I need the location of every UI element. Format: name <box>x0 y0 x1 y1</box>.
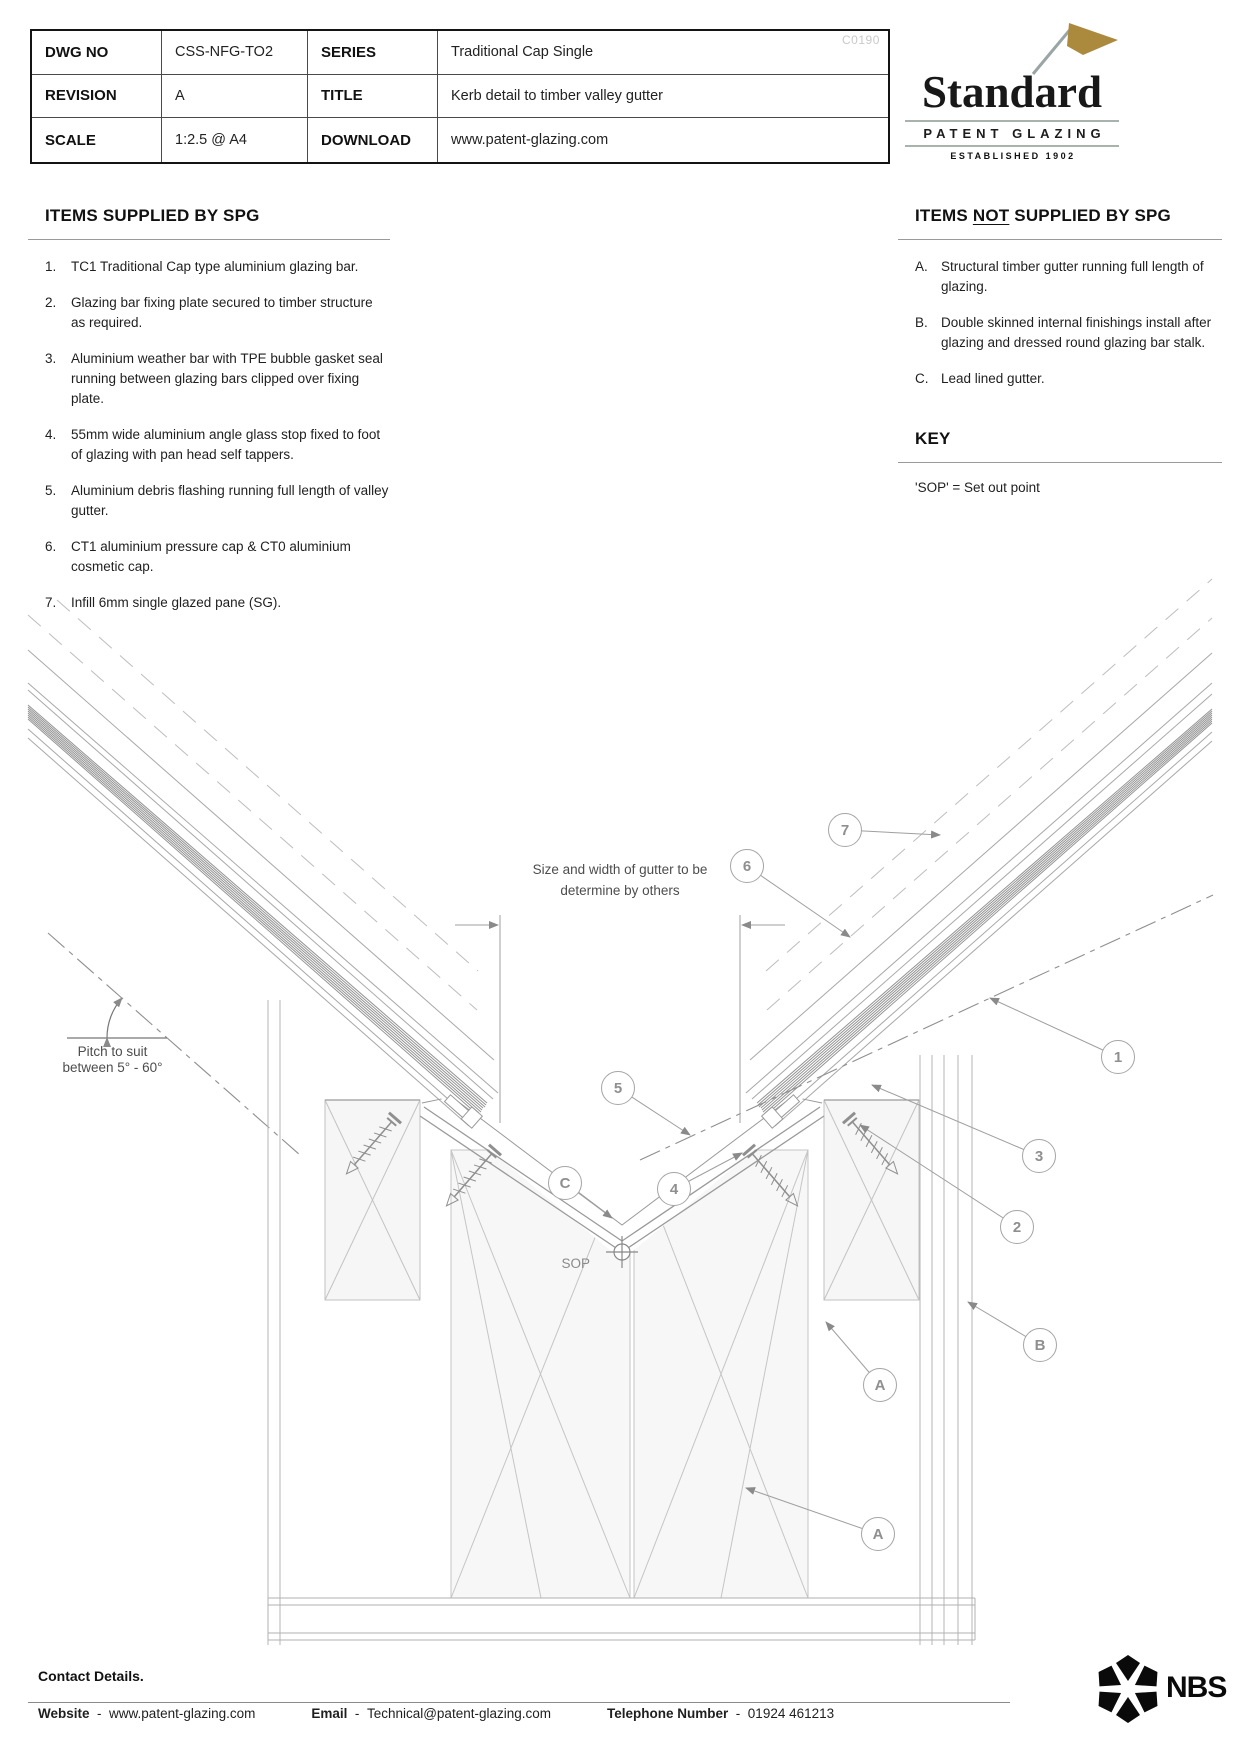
scale-value: 1:2.5 @ A4 <box>162 118 308 162</box>
logo-subtitle: PATENT GLAZING <box>923 126 1106 141</box>
download-url[interactable]: www.patent-glazing.com <box>451 132 609 149</box>
title-value: Kerb detail to timber valley gutter <box>438 75 888 119</box>
callout-bubble-4: 4 <box>657 1172 691 1206</box>
flag-icon <box>1021 20 1121 76</box>
list-item: 4. 55mm wide aluminium angle glass stop fixed to foot of glazing with pan head self tappers. <box>45 427 381 462</box>
phone-group: Telephone Number - 01924 461213 <box>607 1706 835 1721</box>
series-value: Traditional Cap Single <box>438 31 888 75</box>
list-item: 3. Aluminium weather bar with TPE bubble gasket seal running between glazing bars clipped over fixing plate. <box>45 351 383 406</box>
list-item: 1. TC1 Traditional Cap type aluminium glazing bar. <box>45 259 359 274</box>
items-supplied-divider <box>28 239 390 240</box>
list-item: C. Lead lined gutter. <box>915 371 1045 386</box>
title-label: TITLE <box>308 75 438 119</box>
key-heading: KEY <box>915 429 951 448</box>
items-not-supplied-divider <box>898 239 1222 240</box>
website-group: Website - www.patent-glazing.com <box>38 1706 256 1721</box>
list-item: 6. CT1 aluminium pressure cap & CT0 aluminium cosmetic cap. <box>45 539 351 574</box>
nbs-logo <box>1096 1652 1226 1724</box>
callout-bubble-A1: A <box>863 1368 897 1402</box>
email-group: Email - Technical@patent-glazing.com <box>311 1706 551 1721</box>
sop-label: SOP <box>561 1256 590 1271</box>
dwg-no-value: CSS-NFG-TO2 <box>162 31 308 75</box>
series-label: SERIES <box>308 31 438 75</box>
contact-details-heading: Contact Details. <box>38 1668 144 1684</box>
key-divider <box>898 462 1222 463</box>
pitch-note-line1: Pitch to suit <box>77 1044 148 1059</box>
list-item: B. Double skinned internal finishings install after glazing and dressed round glazing bar stalk. <box>915 315 1212 350</box>
dwg-no-label: DWG NO <box>32 31 162 75</box>
callout-bubble-1: 1 <box>1101 1040 1135 1074</box>
company-logo <box>903 18 1121 166</box>
list-item: 7. Infill 6mm single glazed pane (SG). <box>45 595 282 610</box>
items-not-supplied-section <box>898 206 1222 495</box>
callout-bubble-2: 2 <box>1000 1210 1034 1244</box>
sheet-watermark: C0190 <box>842 33 880 47</box>
nbs-flower-icon <box>1096 1652 1160 1724</box>
logo-established: ESTABLISHED 1902 <box>950 151 1076 161</box>
download-label: DOWNLOAD <box>308 118 438 162</box>
callout-bubble-3: 3 <box>1022 1139 1056 1173</box>
key-section <box>898 429 1222 495</box>
callout-bubble-B: B <box>1023 1328 1057 1362</box>
callout-bubble-C: C <box>548 1166 582 1200</box>
gutter-size-note-line2: determine by others <box>560 883 680 898</box>
nbs-text: NBS <box>1166 1671 1227 1704</box>
phone-value[interactable]: 01924 461213 <box>747 1706 835 1721</box>
list-item: 2. Glazing bar fixing plate secured to timber structure as required. <box>45 295 373 330</box>
logo-name: Standard <box>921 67 1103 117</box>
scale-label: SCALE <box>32 118 162 162</box>
logo-rule-top <box>905 120 1119 122</box>
revision-label: REVISION <box>32 75 162 119</box>
revision-value: A <box>162 75 308 119</box>
key-entry: 'SOP' = Set out point <box>915 480 1040 495</box>
logo-rule-bottom <box>905 145 1119 147</box>
callout-bubble-7: 7 <box>828 813 862 847</box>
bottom-plate <box>268 1598 975 1640</box>
gutter-size-note-line1: Size and width of gutter to be <box>532 862 708 877</box>
pitch-note-line2: between 5° - 60° <box>62 1060 163 1075</box>
email-value[interactable]: Technical@patent-glazing.com <box>366 1706 551 1721</box>
callout-bubble-A2: A <box>861 1517 895 1551</box>
footer-divider <box>28 1702 1010 1703</box>
callout-bubble-5: 5 <box>601 1071 635 1105</box>
callout-bubble-6: 6 <box>730 849 764 883</box>
items-supplied-heading: ITEMS SUPPLIED BY SPG <box>45 206 260 225</box>
items-not-supplied-heading: ITEMS NOT SUPPLIED BY SPG <box>915 206 1171 225</box>
title-block-table <box>30 29 890 164</box>
list-item: A. Structural timber gutter running full length of glazing. <box>915 259 1204 294</box>
website-value[interactable]: www.patent-glazing.com <box>109 1706 256 1721</box>
contact-details-line <box>38 1706 1010 1721</box>
list-item: 5. Aluminium debris flashing running full length of valley gutter. <box>45 483 389 518</box>
pitch-angle-symbol <box>67 998 167 1038</box>
